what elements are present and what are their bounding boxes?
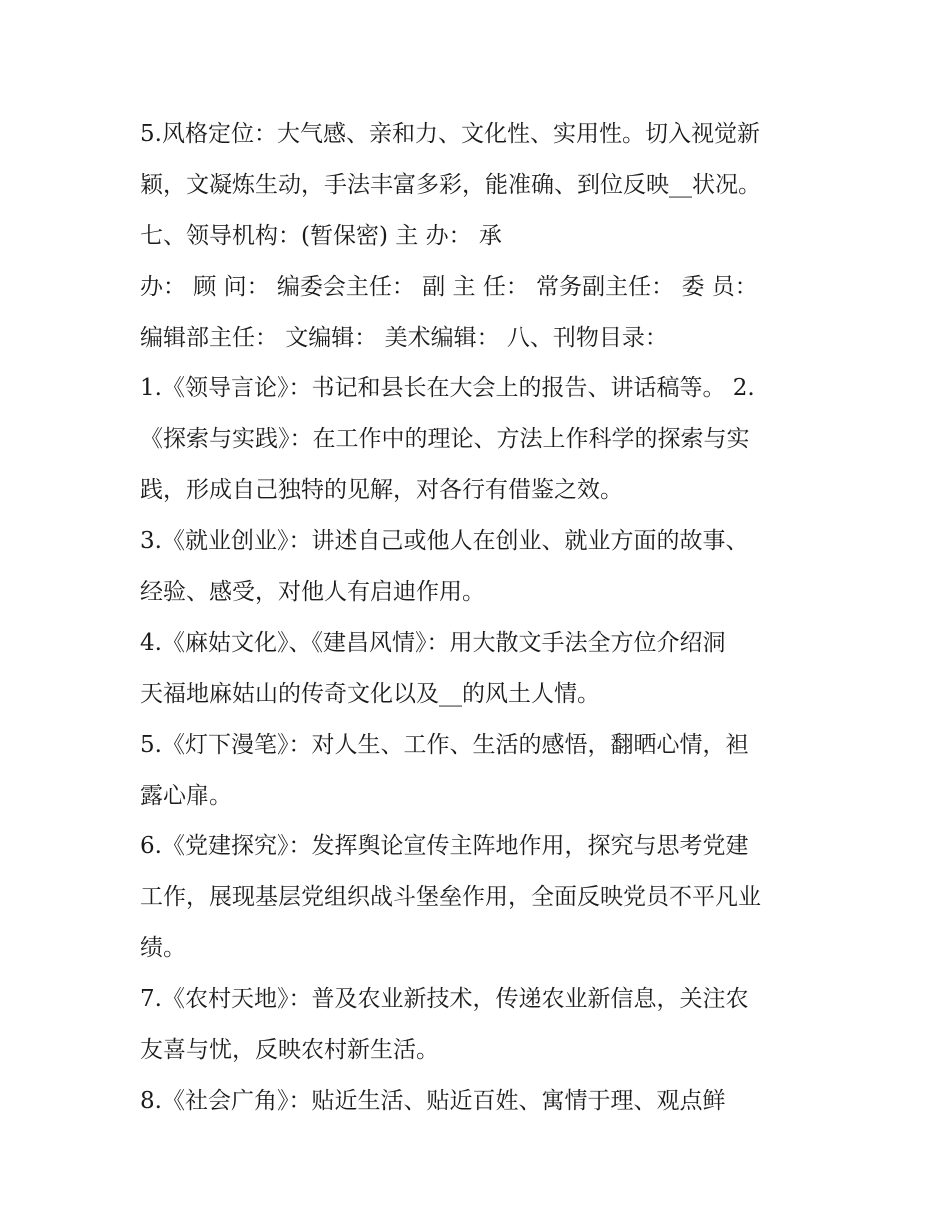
text-line: 颖，文凝炼生动，手法丰富多彩，能准确、到位反映__状况。 bbox=[140, 171, 761, 198]
text-line: 5.《灯下漫笔》：对人生、工作、生活的感悟，翻晒心情，袒 bbox=[140, 731, 749, 758]
text-line: 编辑部主任： 文编辑： 美术编辑： 八、刊物目录： bbox=[140, 324, 668, 351]
text-line: 露心扉。 bbox=[140, 782, 232, 809]
text-line: 7.《农村天地》：普及农业新技术，传递农业新信息，关注农 bbox=[140, 986, 749, 1013]
document-body bbox=[140, 109, 820, 1127]
text-line: 4.《麻姑文化》、《建昌风情》：用大散文手法全方位介绍洞 bbox=[140, 629, 726, 656]
text-line: 3.《就业创业》：讲述自己或他人在创业、就业方面的故事、 bbox=[140, 528, 749, 555]
text-line: 8.《社会广角》：贴近生活、贴近百姓、寓情于理、观点鲜 bbox=[140, 1087, 726, 1114]
text-line: 天福地麻姑山的传奇文化以及__的风土人情。 bbox=[140, 680, 600, 707]
text-line: 友喜与忧，反映农村新生活。 bbox=[140, 1037, 439, 1064]
text-line: 工作，展现基层党组织战斗堡垒作用，全面反映党员不平凡业 bbox=[140, 884, 761, 911]
text-line: 经验、感受，对他人有启迪作用。 bbox=[140, 579, 485, 606]
text-line: 践，形成自己独特的见解，对各行有借鉴之效。 bbox=[140, 477, 623, 504]
text-line: 绩。 bbox=[140, 935, 186, 962]
text-line: 办： 顾 问： 编委会主任： 副 主 任： 常务副主任： 委 员： bbox=[140, 273, 758, 300]
text-line: 《探索与实践》：在工作中的理论、方法上作科学的探索与实 bbox=[140, 426, 750, 453]
text-line: 5.风格定位：大气感、亲和力、文化性、实用性。切入视觉新 bbox=[140, 121, 760, 147]
text-line: 6.《党建探究》：发挥舆论宣传主阵地作用，探究与思考党建 bbox=[140, 833, 749, 860]
text-line: 1.《领导言论》：书记和县长在大会上的报告、讲话稿等。 2. bbox=[140, 375, 755, 402]
text-line: 七、领导机构：(暂保密) 主 办： 承 bbox=[140, 222, 502, 249]
